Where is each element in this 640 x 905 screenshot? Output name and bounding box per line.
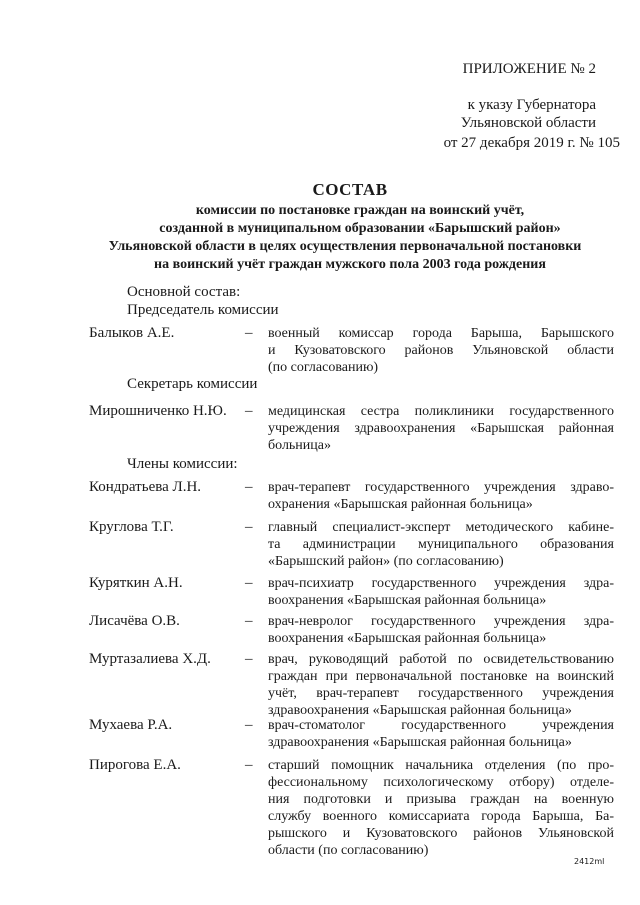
member-dash: – (245, 717, 253, 733)
member-description-line: врач-терапевт государственного учреждения здраво- (268, 480, 614, 495)
member-name: Мирошниченко Н.Ю. (89, 403, 227, 419)
section-secretary: Секретарь комиссии (127, 376, 258, 392)
member-description-line: учреждения здравоохранения «Барышская районная (268, 421, 614, 436)
member-description-line: врач, руководящий работой по освидетельствованию (268, 652, 614, 667)
member-description-line: врач-психиатр государственного учреждения здра- (268, 576, 614, 591)
member-description-line: медицинская сестра поликлиники государственного (268, 404, 614, 419)
title-subline-2: созданной в муниципальном образовании «Барышский район» (159, 221, 561, 236)
member-description (268, 575, 614, 609)
section-chairman: Председатель комиссии (127, 302, 279, 318)
title-subline-4: на воинский учёт граждан мужского пола 2003 года рождения (154, 257, 546, 272)
member-description (268, 325, 614, 376)
member-description-line: старший помощник начальника отделения (по про- (268, 758, 614, 773)
member-dash: – (245, 613, 253, 629)
member-description-line: (по согласованию) (268, 360, 379, 375)
appendix-region-line: Ульяновской области (460, 115, 596, 131)
member-description (268, 613, 614, 647)
member-name: Лисачёва О.В. (89, 613, 180, 629)
title-subline-3: Ульяновской области в целях осуществления первоначальной постановки (108, 239, 582, 254)
member-description-line: «Барышский район» (по согласованию) (268, 554, 504, 569)
member-description (268, 757, 614, 859)
member-name: Балыков А.Е. (89, 325, 175, 341)
appendix-decree-line: к указу Губернатора (467, 97, 596, 113)
member-description-line: врач-стоматолог государственного учреждения (268, 718, 614, 733)
member-dash: – (245, 575, 253, 591)
member-description-line: фессиональному психологическому отбору) отделе- (268, 775, 614, 790)
member-name: Муртазалиева Х.Д. (89, 651, 211, 667)
member-description (268, 519, 614, 570)
member-name: Куряткин А.Н. (89, 575, 183, 591)
member-description (268, 479, 614, 513)
footer-code: 2412ml (574, 857, 605, 866)
member-name: Пирогова Е.А. (89, 757, 181, 773)
appendix-date-line: от 27 декабря 2019 г. № 105 (443, 135, 620, 151)
appendix-title: ПРИЛОЖЕНИЕ № 2 (462, 61, 596, 77)
member-description-line: военный комиссар города Барыша, Барышского (268, 326, 614, 341)
section-members: Члены комиссии: (127, 456, 238, 472)
member-description-line: рышского и Кузоватовского районов Ульяновской (268, 826, 614, 841)
member-dash: – (245, 519, 253, 535)
member-description-line: воохранения «Барышская районная больница» (268, 631, 547, 646)
member-dash: – (245, 479, 253, 495)
member-description-line: службу военного комиссариата города Барыша, Ба- (268, 809, 614, 824)
member-description-line: та администрации муниципального образования (268, 537, 614, 552)
member-dash: – (245, 325, 253, 341)
member-dash: – (245, 403, 253, 419)
member-description-line: здравоохранения «Барышская районная больница» (268, 735, 572, 750)
document-title: СОСТАВ (312, 180, 388, 199)
member-dash: – (245, 757, 253, 773)
member-description-line: области (по согласованию) (268, 843, 429, 858)
member-dash: – (245, 651, 253, 667)
member-description-line: главный специалист-эксперт методического кабине- (268, 520, 614, 535)
member-description-line: ния подготовки и призыва граждан на военную (268, 792, 614, 807)
member-name: Кондратьева Л.Н. (89, 479, 202, 495)
member-name: Круглова Т.Г. (89, 519, 174, 535)
member-description-line: охранения «Барышская районная больница» (268, 497, 533, 512)
member-description-line: врач-невролог государственного учреждения здра- (268, 614, 614, 629)
member-description-line: и Кузоватовского районов Ульяновской области (268, 343, 614, 358)
section-main-composition: Основной состав: (127, 284, 241, 300)
title-subline-1: комиссии по постановке граждан на воинский учёт, (195, 203, 525, 218)
member-description-line: больница» (268, 438, 331, 453)
member-description (268, 403, 614, 454)
member-name: Мухаева Р.А. (89, 717, 173, 733)
member-description (268, 717, 614, 751)
member-description (268, 651, 614, 719)
member-description-line: воохранения «Барышская районная больница» (268, 593, 547, 608)
member-description-line: граждан при первоначальной постановке на воинский (268, 669, 614, 684)
member-description-line: учёт, врач-терапевт государственного учреждения (268, 686, 614, 701)
member-description-line: здравоохранения «Барышская районная больница» (268, 703, 572, 718)
